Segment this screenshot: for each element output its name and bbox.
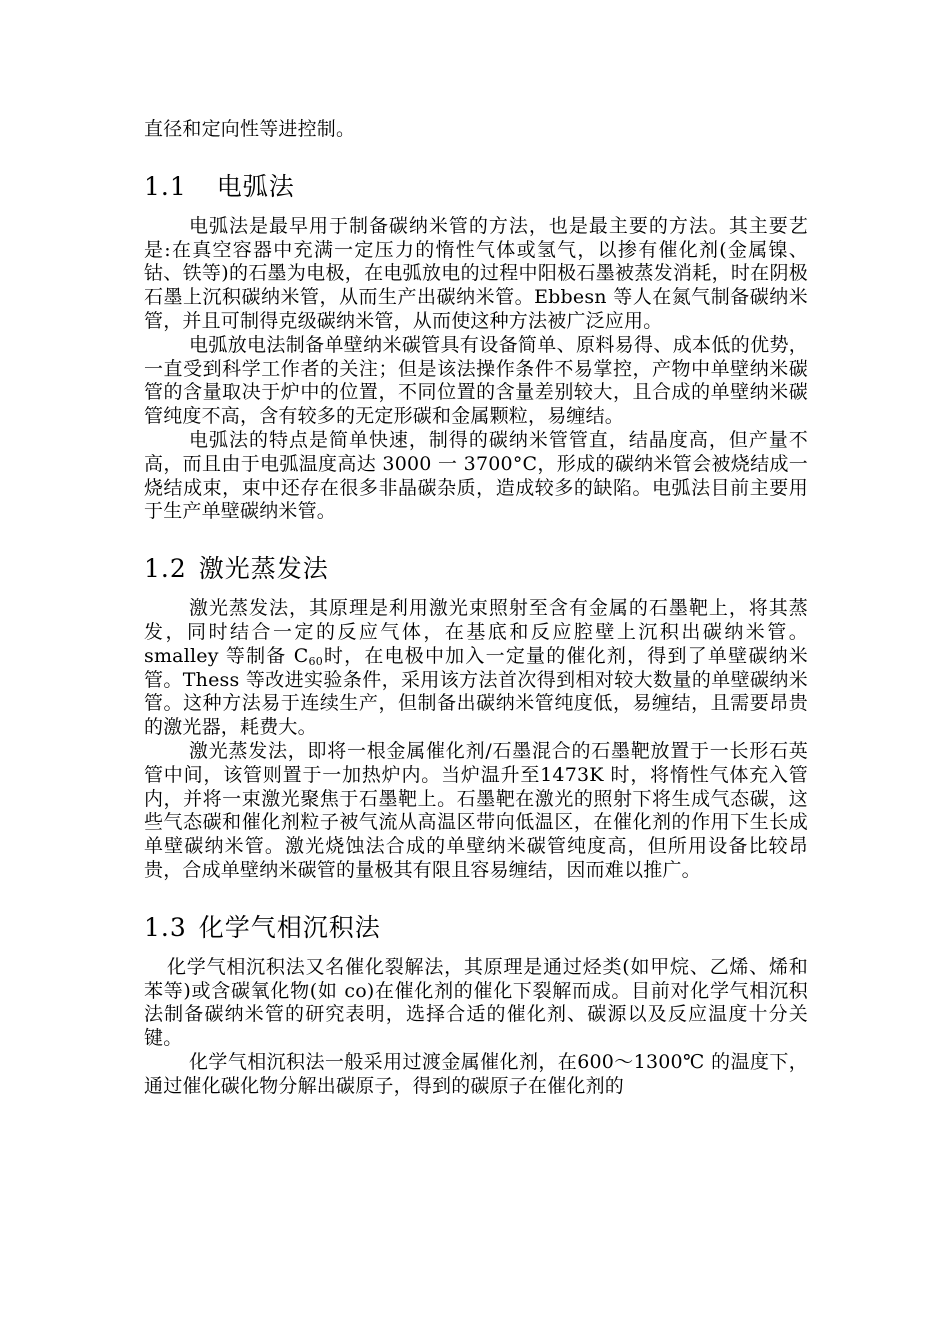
document-body (144, 118, 808, 1099)
subscript: 60 (308, 654, 323, 668)
section-number: 1.2 (144, 554, 187, 584)
paragraph: 化学气相沉积法又名催化裂解法，其原理是通过烃类(如甲烷、乙烯、烯和苯等)或含碳氧化物(如 co)在催化剂的催化下裂解而成。目前对化学气相沉积法制备碳纳米管的研究表明，选择合适的催化剂、碳源以及反应温度十分关键。 (144, 955, 808, 1050)
paragraph: 激光蒸发法，即将一根金属催化剂/石墨混合的石墨靶放置于一长形石英管中间，该管则置于一加热炉内。当炉温升至1473K 时，将惰性气体充入管内，并将一束激光聚焦于石墨靶上。石墨靶在激光的照射下将生成气态碳，这些气态碳和催化剂粒子被气流从高温区带向低温区，在催化剂的作用下生长成单壁碳纳米管。激光烧蚀法合成的单壁纳米碳管纯度高，但所用设备比较昂贵，合成单壁纳米碳管的量极其有限且容易缠结，因而难以推广。 (144, 739, 808, 881)
section-heading-arc (144, 172, 808, 202)
paragraph: 电弧法的特点是简单快速，制得的碳纳米管管直，结晶度高，但产量不高，而且由于电弧温度高达 3000 一 3700°C，形成的碳纳米管会被烧结成一烧结成束，束中还存在很多非晶碳杂质，造成较多的缺陷。电弧法目前主要用于生产单壁碳纳米管。 (144, 428, 808, 523)
section-title: 电弧法 (216, 171, 295, 201)
section-number: 1.3 (144, 912, 187, 942)
section-heading-laser (144, 554, 808, 584)
paragraph-text: 时，在电极中加入一定量的催化剂，得到了单壁碳纳米管。Thess 等改进实验条件，采用该方法首次得到相对较大数量的单壁碳纳米管。这种方法易于连续生产，但制备出碳纳米管纯度低，易缠结，且需要昂贵的激光器，耗费大。 (144, 644, 808, 739)
paragraph-text: 激光蒸发法，其原理是利用激光束照射至含有金属的石墨靶上，将其蒸发，同时结合一定的反应气体，在基底和反应腔壁上沉积出碳纳米管。smalley 等制备 C (144, 597, 808, 667)
section-title: 化学气相沉积法 (198, 912, 381, 942)
section-heading-cvd (144, 913, 808, 943)
paragraph: 化学气相沉积法一般采用过渡金属催化剂，在600～1300℃ 的温度下，通过催化碳化物分解出碳原子，得到的碳原子在催化剂的 (144, 1050, 808, 1097)
paragraph (144, 597, 808, 740)
section-title: 激光蒸发法 (198, 554, 329, 584)
paragraph: 电弧法是最早用于制备碳纳米管的方法，也是最主要的方法。其主要艺是:在真空容器中充满一定压力的惰性气体或氢气，以掺有催化剂(金属镍、钴、铁等)的石墨为电极，在电弧放电的过程中阳极石墨被蒸发消耗，时在阴极石墨上沉积碳纳米管，从而生产出碳纳米管。Ebbesn 等人在氮气制备碳纳米管，并且可制得克级碳纳米管，从而使这种方法被广泛应用。 (144, 214, 808, 332)
section-number: 1.1 (144, 171, 187, 201)
intro-line: 直径和定向性等进控制。 (144, 118, 356, 140)
paragraph: 电弧放电法制备单壁纳米碳管具有设备简单、原料易得、成本低的优势，一直受到科学工作者的关注；但是该法操作条件不易掌控，产物中单壁纳米碳管的含量取决于炉中的位置，不同位置的含量差别较大，且合成的单壁纳米碳管纯度不高，含有较多的无定形碳和金属颗粒，易缠结。 (144, 333, 808, 428)
